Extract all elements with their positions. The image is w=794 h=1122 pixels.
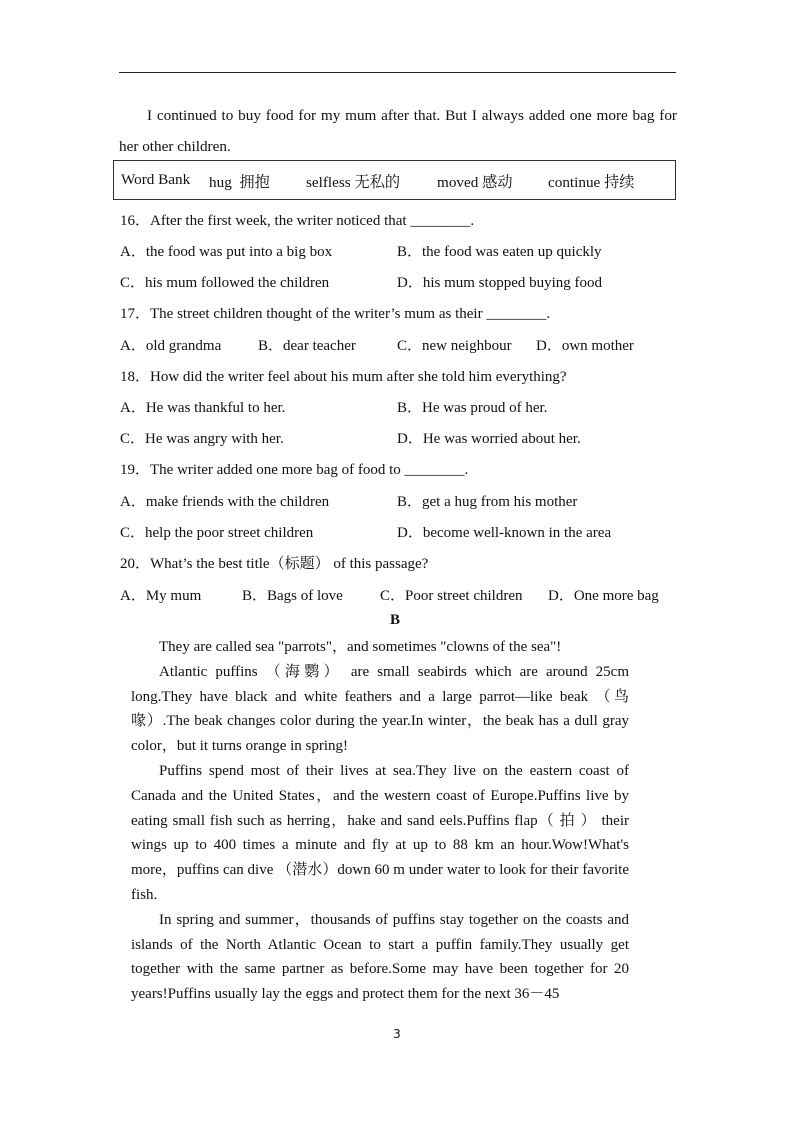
option-text: the food was eaten up quickly [422, 244, 602, 260]
word-bank-meaning: 感动 [482, 174, 513, 191]
option-text: new neighbour [422, 338, 512, 354]
option-letter: A． [120, 494, 146, 510]
option-20-b[interactable] [242, 584, 343, 605]
question-text: What’s the best title（标题） of this passage? [150, 556, 429, 572]
word-bank-box [113, 160, 676, 200]
word-bank-word: moved [437, 174, 479, 191]
question-number: 16． [120, 213, 151, 229]
option-text: He was thankful to her. [145, 400, 286, 416]
word-bank-meaning: 拥抱 [239, 174, 270, 191]
word-bank-entry [548, 171, 634, 192]
option-text: own mother [561, 338, 634, 354]
option-17-a[interactable] [120, 334, 221, 355]
word-bank-entry [437, 171, 513, 192]
option-text: Poor street children [405, 588, 523, 604]
option-letter: B． [258, 338, 284, 354]
word-bank-entry [306, 171, 400, 192]
option-text: make friends with the children [145, 494, 330, 510]
question-number: 17． [120, 306, 151, 322]
passage-paragraph: Puffins spend most of their lives at sea.They live on the eastern coast of Canada and the United States，and the western coast of Europe.Puffins live by eating small fish such as herring，hake and sand eels.Puffins flap（ 拍 ） their wings up to 400 times a minute and fly at up to 88 km an hour.Wow!What's more，puffins can dive （潜水）down 60 m under water to look for their favorite fish. [131, 762, 629, 903]
option-letter: C． [380, 588, 406, 604]
page-number: 3 [393, 1027, 401, 1041]
option-20-c[interactable] [380, 584, 522, 605]
option-20-a[interactable] [120, 584, 201, 605]
option-letter: D． [397, 431, 423, 447]
option-text: help the poor street children [145, 525, 314, 541]
option-19-c[interactable] [120, 521, 313, 542]
option-letter: C． [397, 338, 423, 354]
word-bank-meaning: 持续 [604, 174, 635, 191]
option-17-d[interactable] [536, 334, 634, 355]
option-text: One more bag [573, 588, 659, 604]
option-18-d[interactable] [397, 427, 581, 448]
option-text: My mum [145, 588, 202, 604]
option-letter: A． [120, 400, 146, 416]
question-17 [120, 302, 550, 323]
option-letter: D． [548, 588, 574, 604]
option-text: the food was put into a big box [145, 244, 333, 260]
option-20-d[interactable] [548, 584, 659, 605]
option-letter: B． [397, 244, 423, 260]
option-letter: C． [120, 275, 146, 291]
section-b-passage [131, 635, 629, 1007]
option-letter: D． [536, 338, 562, 354]
question-text: How did the writer feel about his mum after she told him everything? [150, 369, 567, 385]
question-number: 19． [120, 462, 151, 478]
option-letter: D． [397, 275, 423, 291]
option-19-a[interactable] [120, 490, 329, 511]
option-letter: A． [120, 338, 146, 354]
option-letter: B． [397, 494, 423, 510]
section-b-heading: B [389, 612, 400, 628]
passage-paragraph: They are called sea "parrots"，and sometimes "clowns of the sea"! [159, 639, 562, 655]
header-rule [119, 72, 676, 73]
word-bank-word: selfless [306, 174, 351, 191]
passage-paragraph: In spring and summer，thousands of puffins stay together on the coasts and islands of the North Atlantic Ocean to start a puffin family.They usually get together with the same partner as before.Some may have been together for 20 years!Puffins usually lay the eggs and protect them for the next 36－45 [131, 911, 629, 1003]
option-letter: D． [397, 525, 423, 541]
option-text: Bags of love [267, 588, 343, 604]
option-text: get a hug from his mother [422, 494, 578, 510]
option-18-a[interactable] [120, 396, 285, 417]
option-16-b[interactable] [397, 240, 602, 261]
option-18-c[interactable] [120, 427, 284, 448]
question-number: 20． [120, 556, 151, 572]
intro-paragraph-text: I continued to buy food for my mum after that. But I always added one more bag for her other children. [119, 107, 677, 155]
option-text: old grandma [145, 338, 222, 354]
word-bank-word: hug [209, 174, 232, 191]
option-18-b[interactable] [397, 396, 547, 417]
option-19-b[interactable] [397, 490, 577, 511]
option-text: He was angry with her. [145, 431, 284, 447]
option-text: his mum followed the children [145, 275, 330, 291]
word-bank-entry [209, 171, 270, 192]
option-text: dear teacher [283, 338, 356, 354]
option-letter: A． [120, 588, 146, 604]
option-16-d[interactable] [397, 271, 602, 292]
option-letter: A． [120, 244, 146, 260]
question-text: The writer added one more bag of food to ________. [150, 462, 469, 478]
option-letter: B． [397, 400, 423, 416]
question-number: 18． [120, 369, 151, 385]
passage-paragraph: Atlantic puffins （海鹦） are small seabirds which are around 25cm long.They have black and white feathers and a large parrot—like beak （鸟喙）.The beak changes color during the year.In winter，the beak has a dull gray color，but it turns orange in spring! [131, 663, 629, 755]
option-letter: C． [120, 525, 146, 541]
question-18 [120, 365, 567, 386]
option-17-c[interactable] [397, 334, 512, 355]
word-bank-label: Word Bank [121, 171, 191, 188]
option-letter: B． [242, 588, 268, 604]
word-bank-meaning: 无私的 [354, 174, 401, 191]
question-text: After the first week, the writer noticed that ________. [150, 213, 475, 229]
option-text: become well-known in the area [422, 525, 612, 541]
option-19-d[interactable] [397, 521, 611, 542]
intro-paragraph [119, 100, 677, 162]
option-17-b[interactable] [258, 334, 356, 355]
question-20 [120, 552, 428, 573]
question-19 [120, 458, 468, 479]
question-16 [120, 209, 474, 230]
option-16-a[interactable] [120, 240, 332, 261]
word-bank-word: continue [548, 174, 601, 191]
option-text: He was worried about her. [422, 431, 581, 447]
option-text: his mum stopped buying food [422, 275, 603, 291]
option-16-c[interactable] [120, 271, 329, 292]
option-text: He was proud of her. [422, 400, 548, 416]
question-text: The street children thought of the writer’s mum as their ________. [150, 306, 551, 322]
option-letter: C． [120, 431, 146, 447]
